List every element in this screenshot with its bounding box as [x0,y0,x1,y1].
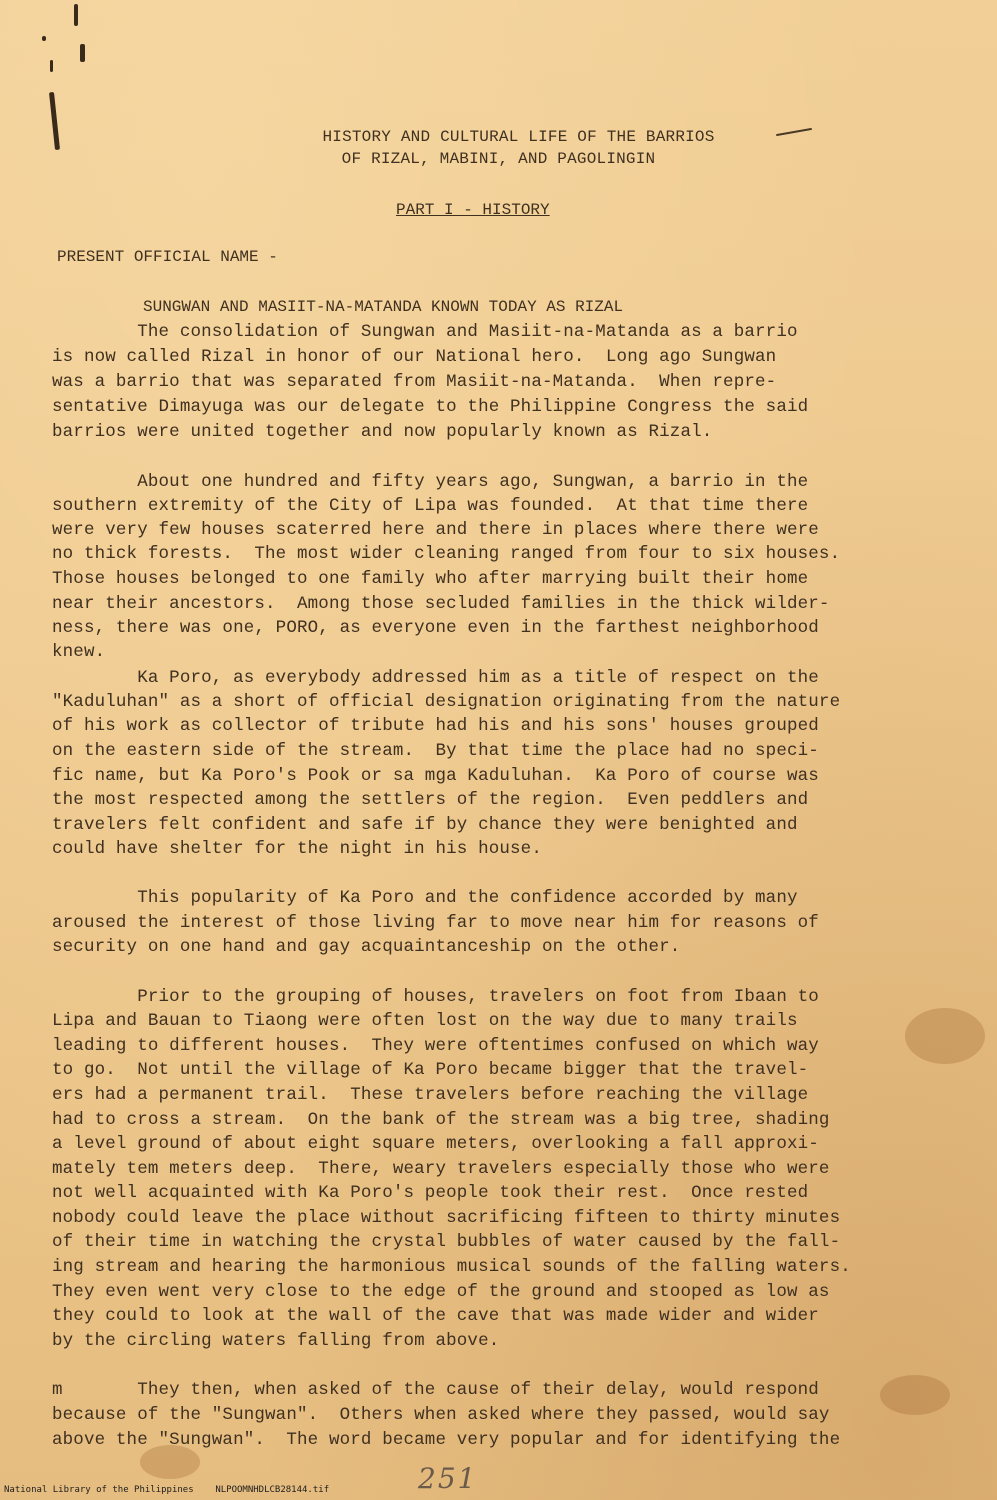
margin-mark-dot-2 [80,44,85,62]
body-line: Those houses belonged to one family who after marrying built their home [52,569,809,589]
body-line: no thick forests. The most wider cleaning ranged from four to six houses. [52,544,841,564]
body-line: m They then, when asked of the cause of their delay, would respond [52,1380,819,1400]
body-line: because of the "Sungwan". Others when asked where they passed, would say [52,1405,830,1425]
margin-mark-dot-3 [50,60,53,72]
body-line: near their ancestors. Among those secluded families in the thick wilder- [52,594,830,614]
body-line: Prior to the grouping of houses, travelers on foot from Ibaan to [52,987,819,1007]
body-line: leading to different houses. They were oftentimes confused on which way [52,1036,819,1056]
title-line-1: HISTORY AND CULTURAL LIFE OF THE BARRIOS [322,128,715,146]
body-line: above the "Sungwan". The word became very popular and for identifying the [52,1430,841,1450]
margin-mark-dot-1 [42,36,46,41]
paper-stain [880,1375,950,1415]
body-line: not well acquainted with Ka Poro's people took their rest. Once rested [52,1183,809,1203]
body-line: They even went very close to the edge of the ground and stooped as low as [52,1282,830,1302]
body-line: southern extremity of the City of Lipa was founded. At that time there [52,496,809,516]
body-line: nobody could leave the place without sacrificing fifteen to thirty minutes [52,1208,841,1228]
body-line: a level ground of about eight square meters, overlooking a fall approxi- [52,1134,819,1154]
body-line: Lipa and Bauan to Tiaong were often lost on the way due to many trails [52,1011,798,1031]
body-line: the most respected among the settlers of the region. Even peddlers and [52,790,809,810]
body-line: had to cross a stream. On the bank of the stream was a big tree, shading [52,1110,830,1130]
body-line: of his work as collector of tribute had his and his sons' houses grouped [52,716,819,736]
body-line: sentative Dimayuga was our delegate to the Philippine Congress the said [52,397,809,417]
body-line: could have shelter for the night in his house. [52,839,542,859]
body-line: on the eastern side of the stream. By that time the place had no speci- [52,741,819,761]
title-line-2: OF RIZAL, MABINI, AND PAGOLINGIN [341,150,656,168]
body-line: ers had a permanent trail. These travelers before reaching the village [52,1085,809,1105]
body-line: to go. Not until the village of Ka Poro became bigger that the travel- [52,1060,809,1080]
body-line: Ka Poro, as everybody addressed him as a title of respect on the [52,668,819,688]
body-line: mately tem meters deep. There, weary travelers especially those who were [52,1159,830,1179]
body-line: barrios were united together and now popularly known as Rizal. [52,422,713,442]
page-number: 251 [418,1462,478,1495]
body-line: of their time in watching the crystal bubbles of water caused by the fall- [52,1232,841,1252]
body-line: was a barrio that was separated from Masiit-na-Matanda. When repre- [52,372,777,392]
body-line: were very few houses scaterred here and there in places where there were [52,520,819,540]
body-line: "Kaduluhan" as a short of official designation originating from the nature [52,692,841,712]
body-line: fic name, but Ka Poro's Pook or sa mga Kaduluhan. Ka Poro of course was [52,766,819,786]
body-line: This popularity of Ka Poro and the confidence accorded by many [52,888,798,908]
document-title [0,126,997,170]
body-line: they could to look at the wall of the cave that was made wider and wider [52,1306,819,1326]
body-line: is now called Rizal in honor of our National hero. Long ago Sungwan [52,347,777,367]
paper-stain [905,1008,985,1064]
margin-mark-top [74,4,78,26]
body-line: travelers felt confident and safe if by chance they were benighted and [52,815,798,835]
body-line: ing stream and hearing the harmonious musical sounds of the falling waters. [52,1257,851,1277]
body-line: knew. [52,642,106,662]
body-line: by the circling waters falling from above. [52,1331,500,1351]
section-subheading: SUNGWAN AND MASIIT-NA-MATANDA KNOWN TODAY AS RIZAL [143,298,624,316]
body-line: About one hundred and fifty years ago, Sungwan, a barrio in the [52,472,809,492]
body-line: ness, there was one, PORO, as everyone even in the farthest neighborhood [52,618,819,638]
body-line: aroused the interest of those living far to move near him for reasons of [52,913,819,933]
body-line: security on one hand and gay acquaintanceship on the other. [52,937,681,957]
body-line: The consolidation of Sungwan and Masiit-na-Matanda as a barrio [52,322,798,342]
section-label: PRESENT OFFICIAL NAME - [57,248,278,266]
archive-footer: National Library of the Philippines NLPOOMNHDLCB28144.tif [4,1485,330,1495]
part-heading: PART I - HISTORY [396,201,550,219]
